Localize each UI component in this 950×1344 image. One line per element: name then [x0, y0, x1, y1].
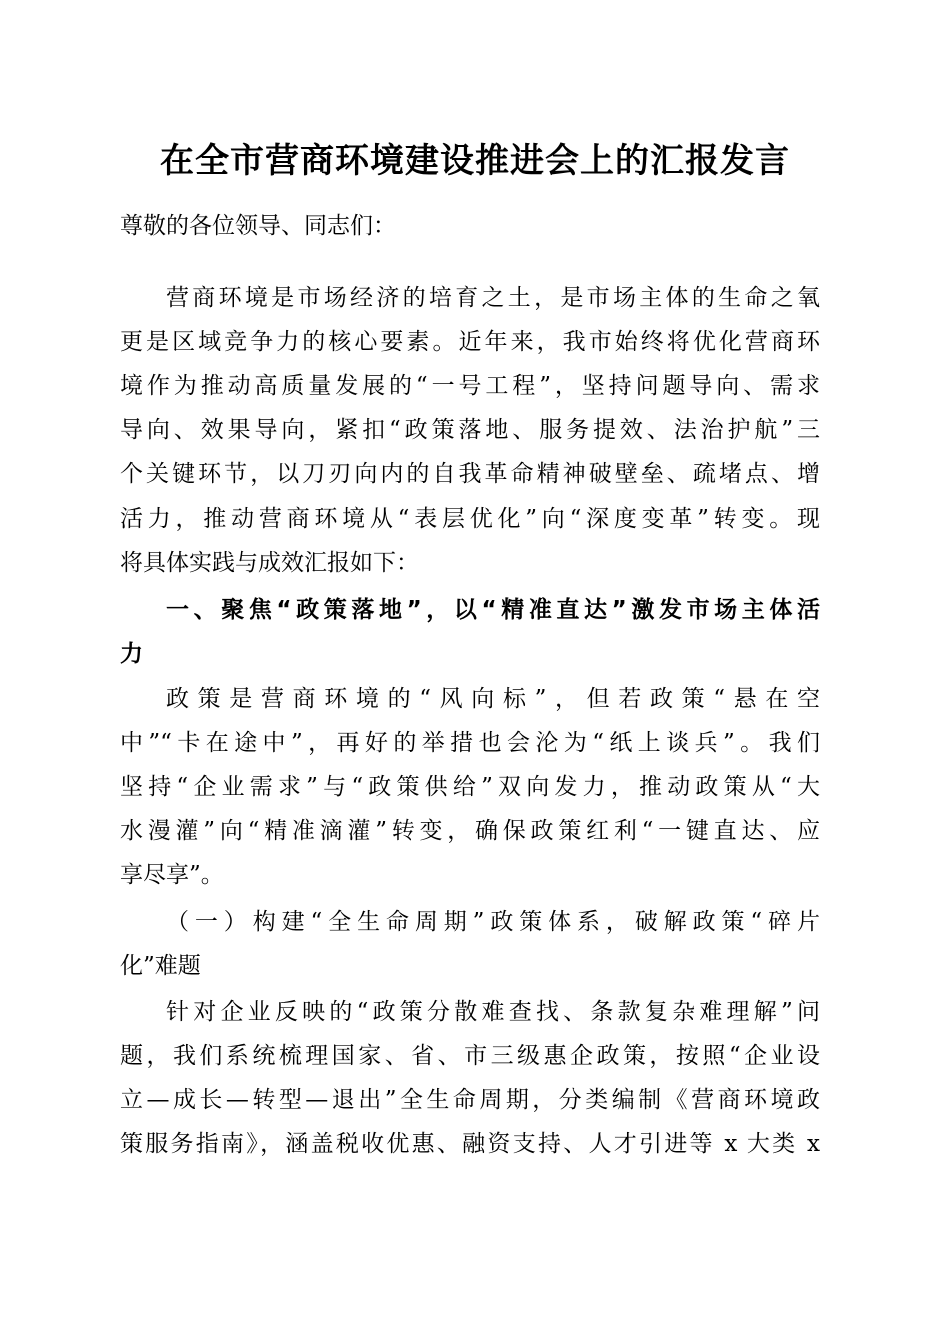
paragraph-line: 境作为推动高质量发展的“一号工程”，坚持问题导向、需求 [120, 373, 820, 399]
paragraph-line: 导向、效果导向，紧扣“政策落地、服务提效、法治护航”三 [120, 417, 820, 443]
section-heading: 力 [120, 641, 143, 667]
paragraph-line: 享尽享”。 [120, 862, 224, 888]
paragraph-line: 中”“卡在途中”，再好的举措也会沦为“纸上谈兵”。我们 [120, 730, 820, 756]
paragraph-line: 针对企业反映的“政策分散难查找、条款复杂难理解”问 [166, 999, 820, 1025]
paragraph-line: 坚持“企业需求”与“政策供给”双向发力，推动政策从“大 [120, 774, 820, 800]
salutation: 尊敬的各位领导、同志们： [120, 213, 396, 239]
paragraph-line: 营商环境是市场经济的培育之土，是市场主体的生命之氧 [166, 285, 820, 311]
section-heading: 一、聚焦“政策落地”，以“精准直达”激发市场主体活 [166, 597, 820, 623]
subsection-heading: （一）构建“全生命周期”政策体系，破解政策“碎片 [166, 909, 820, 935]
paragraph-line: 更是区域竞争力的核心要素。近年来，我市始终将优化营商环 [120, 329, 820, 355]
subsection-heading: 化”难题 [120, 953, 201, 979]
paragraph-line: 立—成长—转型—退出”全生命周期，分类编制《营商环境政 [120, 1087, 820, 1113]
paragraph-line: 策服务指南》，涵盖税收优惠、融资支持、人才引进等 x 大类 x [120, 1131, 820, 1157]
paragraph-line: 个关键环节，以刀刃向内的自我革命精神破壁垒、疏堵点、增 [120, 461, 820, 487]
paragraph-line: 题，我们系统梳理国家、省、市三级惠企政策，按照“企业设 [120, 1043, 820, 1069]
document-title: 在全市营商环境建设推进会上的汇报发言 [160, 141, 790, 181]
paragraph-line: 将具体实践与成效汇报如下： [120, 550, 419, 576]
paragraph-line: 政策是营商环境的“风向标”，但若政策“悬在空 [166, 686, 820, 712]
paragraph-line: 活力，推动营商环境从“表层优化”向“深度变革”转变。现 [120, 506, 820, 532]
paragraph-line: 水漫灌”向“精准滴灌”转变，确保政策红利“一键直达、应 [120, 818, 820, 844]
